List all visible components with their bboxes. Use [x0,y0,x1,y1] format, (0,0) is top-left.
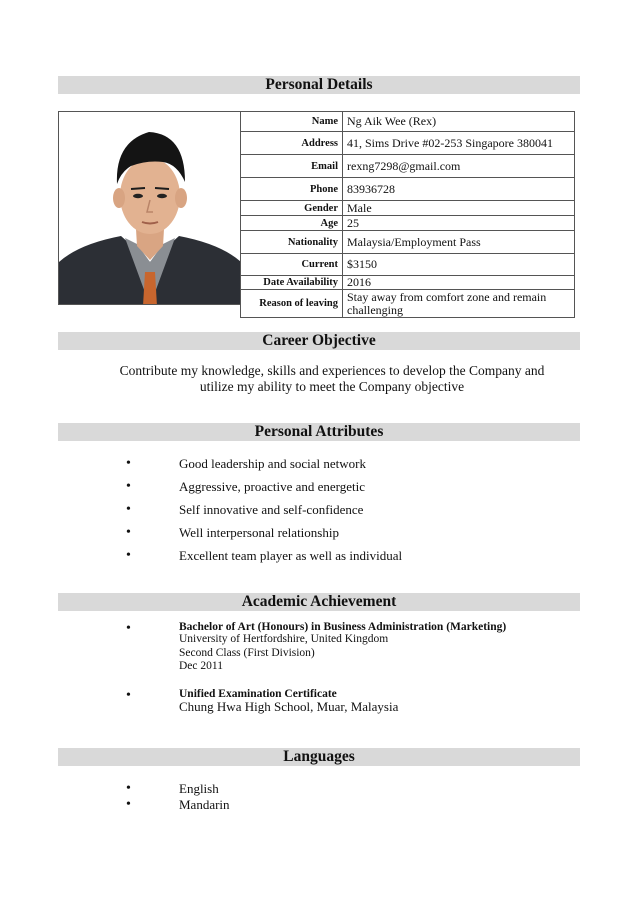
phone-value: 83936728 [343,178,575,201]
list-item: • English [120,781,230,797]
reason-of-leaving-value: Stay away from comfort zone and remain challenging [343,290,575,318]
table-row [241,231,575,254]
gender-value: Male [343,201,575,216]
address-label: Address [241,132,343,155]
portrait-image [59,112,240,305]
date-availability-value: 2016 [343,276,575,290]
email-label: Email [241,155,343,178]
age-label: Age [241,216,343,231]
section-title-personal-attributes: Personal Attributes [58,423,580,441]
list-item [120,621,506,688]
table-row [241,290,575,318]
personal-attributes-list [120,455,402,570]
languages-list [120,781,230,813]
personal-details-table [240,111,575,318]
table-row [241,112,575,132]
table-row [241,155,575,178]
list-item: • Well interpersonal relationship [120,524,402,547]
section-title-languages: Languages [58,748,580,766]
objective-line: Contribute my knowledge, skills and experiences to develop the Company and [119,363,545,378]
list-item: • Mandarin [120,797,230,813]
nationality-label: Nationality [241,231,343,254]
certificate-title: • Unified Examination Certificate [179,688,337,700]
list-item: • Aggressive, proactive and energetic [120,478,402,501]
table-row [241,178,575,201]
name-label: Name [241,112,343,132]
date-availability-label: Date Availability [241,276,343,290]
list-item [120,688,506,714]
table-row [241,254,575,276]
nationality-value: Malaysia/Employment Pass [343,231,575,254]
degree-class: Second Class (First Division) [179,646,315,659]
academic-list [120,621,506,714]
list-item: • Good leadership and social network [120,455,402,478]
school-name: Chung Hwa High School, Muar, Malaysia [179,699,399,714]
table-row [241,216,575,231]
graduation-date: Dec 2011 [179,660,223,672]
current-salary-label: Current [241,254,343,276]
section-title-career-objective: Career Objective [58,332,580,350]
degree-title: • Bachelor of Art (Honours) in Business Administration (Marketing) [179,621,507,633]
reason-of-leaving-label: Reason of leaving [241,290,343,318]
list-item: • Self innovative and self-confidence [120,501,402,524]
age-value: 25 [343,216,575,231]
section-title-personal-details: Personal Details [58,76,580,94]
profile-photo [58,111,240,305]
section-title-academic-achievement: Academic Achievement [58,593,580,611]
email-value: rexng7298@gmail.com [343,155,575,178]
table-row [241,132,575,155]
career-objective-text [58,363,606,395]
table-row [241,276,575,290]
phone-label: Phone [241,178,343,201]
university-name: University of Hertfordshire, United Kingdom [179,633,389,645]
current-salary-value: $3150 [343,254,575,276]
table-row [241,201,575,216]
address-value: 41, Sims Drive #02-253 Singapore 380041 [343,132,575,155]
name-value: Ng Aik Wee (Rex) [343,112,575,132]
gender-label: Gender [241,201,343,216]
list-item: • Excellent team player as well as individual [120,547,402,570]
objective-line: utilize my ability to meet the Company objective [199,379,465,394]
